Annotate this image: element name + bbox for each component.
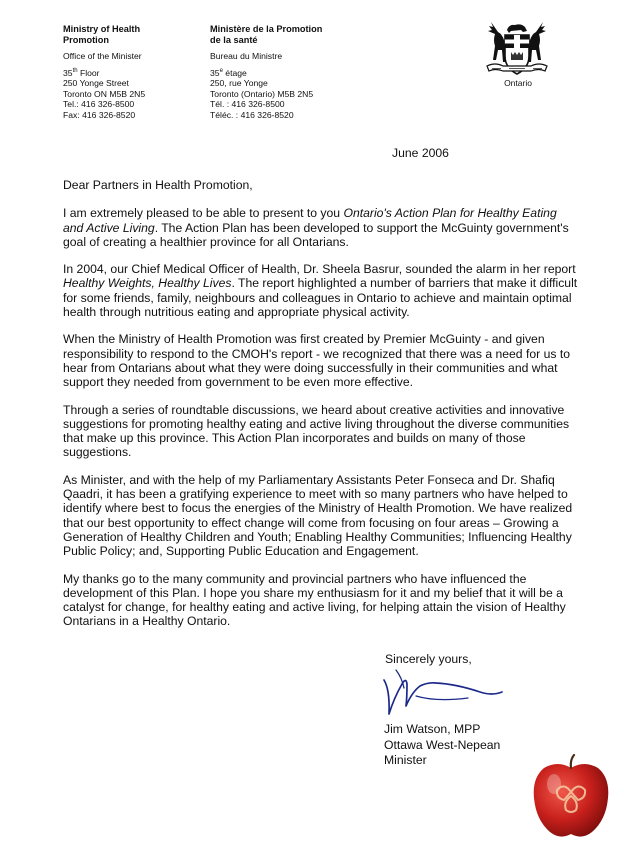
city-line: Toronto (Ontario) M5B 2N5 [210,88,314,99]
letter-date: June 2006 [392,146,449,160]
fax-line: Fax: 416 326-8520 [63,109,136,120]
closing: Sincerely yours, [385,652,472,666]
office-name-english: Office of the Minister [63,51,142,61]
paragraph-1: I am extremely pleased to be able to present to you Ontario's Action Plan for Healthy Eating and Active Living. The Action Plan has been developed to support the McGuinty government's goal of creating a healthier province for all Ontarians. [63,206,569,249]
city-line: Toronto ON M5B 2N5 [63,88,146,99]
office-name-french: Bureau du Ministre [210,51,283,61]
apple-trillium-icon [530,752,612,840]
telephone-line: Tél. : 416 326-8500 [210,99,285,110]
floor-line: 35th Floor [63,67,100,78]
signer-name: Jim Watson, MPP [384,722,481,736]
address-english [63,68,193,121]
paragraph-3: When the Ministry of Health Promotion was first created by Premier McGuinty - and given responsibility to respond to the CMOH's report - we recognized that there was a need for us to hear from Ontarians about what they were doing successfully in their communities and what support they needed from government to be even more effective. [63,332,571,390]
street-line: 250 Yonge Street [63,78,129,89]
signer-title: Minister [384,753,427,767]
paragraph-6: My thanks go to the many community and provincial partners who have influenced the development of this Plan. I hope you share my enthusiasm for it and my belief that it will be a catalyst for change, for healthy eating and active living, for helping attain the vision of Healthy Ontarians in a Healthy Ontario. [63,571,566,629]
letterhead-english [63,24,193,121]
telephone-line: Tel.: 416 326-8500 [63,99,135,110]
handwritten-signature-icon [376,662,506,722]
letter-body [63,178,578,642]
paragraph-5: As Minister, and with the help of my Parliamentary Assistants Peter Fonseca and Dr. Shafiq Qaadri, it has been a gratifying experience to meet with so many partners who have helped to identify where best to focus the energies of the Ministry of Health Promotion. We have realized that our best opportunity to effect change will come from focusing on four areas – Growing a Generation of Healthy Children and Youth; Enabling Healthy Communities; Influencing Healthy Public Policy; and, Supporting Public Education and Engagement. [63,472,573,559]
signer-riding: Ottawa West-Nepean [384,737,501,752]
paragraph-2: In 2004, our Chief Medical Officer of Health, Dr. Sheela Basrur, sounded the alarm in her report Healthy Weights, Healthy Lives. The report highlighted a number of barriers that make it difficult for some friends, family, neighbours and colleagues in Ontario to achieve and maintain optimal health through nutritious eating and appropriate physical activity. [63,262,578,320]
fax-line: Téléc. : 416 326-8520 [210,109,294,120]
ontario-wordmark: Ontario [504,78,532,88]
paragraph-4: Through a series of roundtable discussions, we heard about creative activities and innovative suggestions for promoting healthy eating and active living throughout the diverse communities that make up this province. This Action Plan incorporates and builds on many of those suggestions. [63,402,570,460]
salutation: Dear Partners in Health Promotion, [63,178,253,192]
floor-line: 35e étage [210,67,247,78]
address-french [210,68,340,121]
ministry-name-french: Ministère de la Promotion de la santé [210,24,323,45]
signer-block [384,722,500,769]
ministry-name-english: Ministry of Health Promotion [63,24,141,45]
letterhead-french [210,24,340,121]
street-line: 250, rue Yonge [210,78,268,89]
